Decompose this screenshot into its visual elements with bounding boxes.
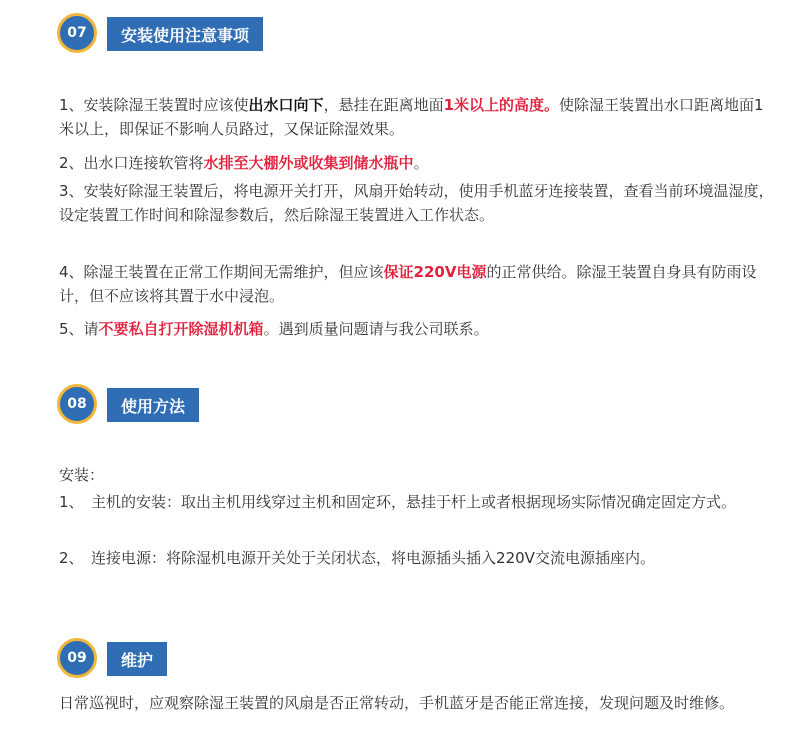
section-title: 安装使用注意事项 [107,17,263,51]
section-number-badge: 09 [57,638,97,678]
section-number-badge: 08 [57,384,97,424]
section-title: 维护 [107,642,167,676]
usage-heading: 安装： [59,466,105,484]
section-number-badge: 07 [57,13,97,53]
section-title: 使用方法 [107,388,199,422]
note-item-5: 5、请不要私自打开除湿机机箱。遇到质量问题请与我公司联系。 [59,320,489,338]
usage-item-1: 1、 主机的安装：取出主机用线穿过主机和固定环，悬挂于杆上或者根据现场实际情况确定固定方式。 [59,493,737,511]
note-item-2: 2、出水口连接软管将水排至大棚外或收集到储水瓶中。 [59,154,429,172]
note-item-3: 3、安装好除湿王装置后，将电源开关打开，风扇开始转动，使用手机蓝牙连接装置，查看当前环境温湿度，设定装置工作时间和除湿参数后，然后除湿王装置进入工作状态。 [59,182,774,224]
note-item-1: 1、安装除湿王装置时应该使出水口向下，悬挂在距离地面1米以上的高度。使除湿王装置出水口距离地面1米以上，即保证不影响人员路过，又保证除湿效果。 [59,96,764,138]
usage-item-2: 2、 连接电源：将除湿机电源开关处于关闭状态，将电源插头插入220V交流电源插座内。 [59,549,655,567]
maintenance-text: 日常巡视时，应观察除湿王装置的风扇是否正常转动，手机蓝牙是否能正常连接，发现问题及时维修。 [59,694,735,712]
note-item-4: 4、除湿王装置在正常工作期间无需维护，但应该保证220V电源的正常供给。除湿王装置自身具有防雨设计，但不应该将其置于水中浸泡。 [59,263,757,305]
